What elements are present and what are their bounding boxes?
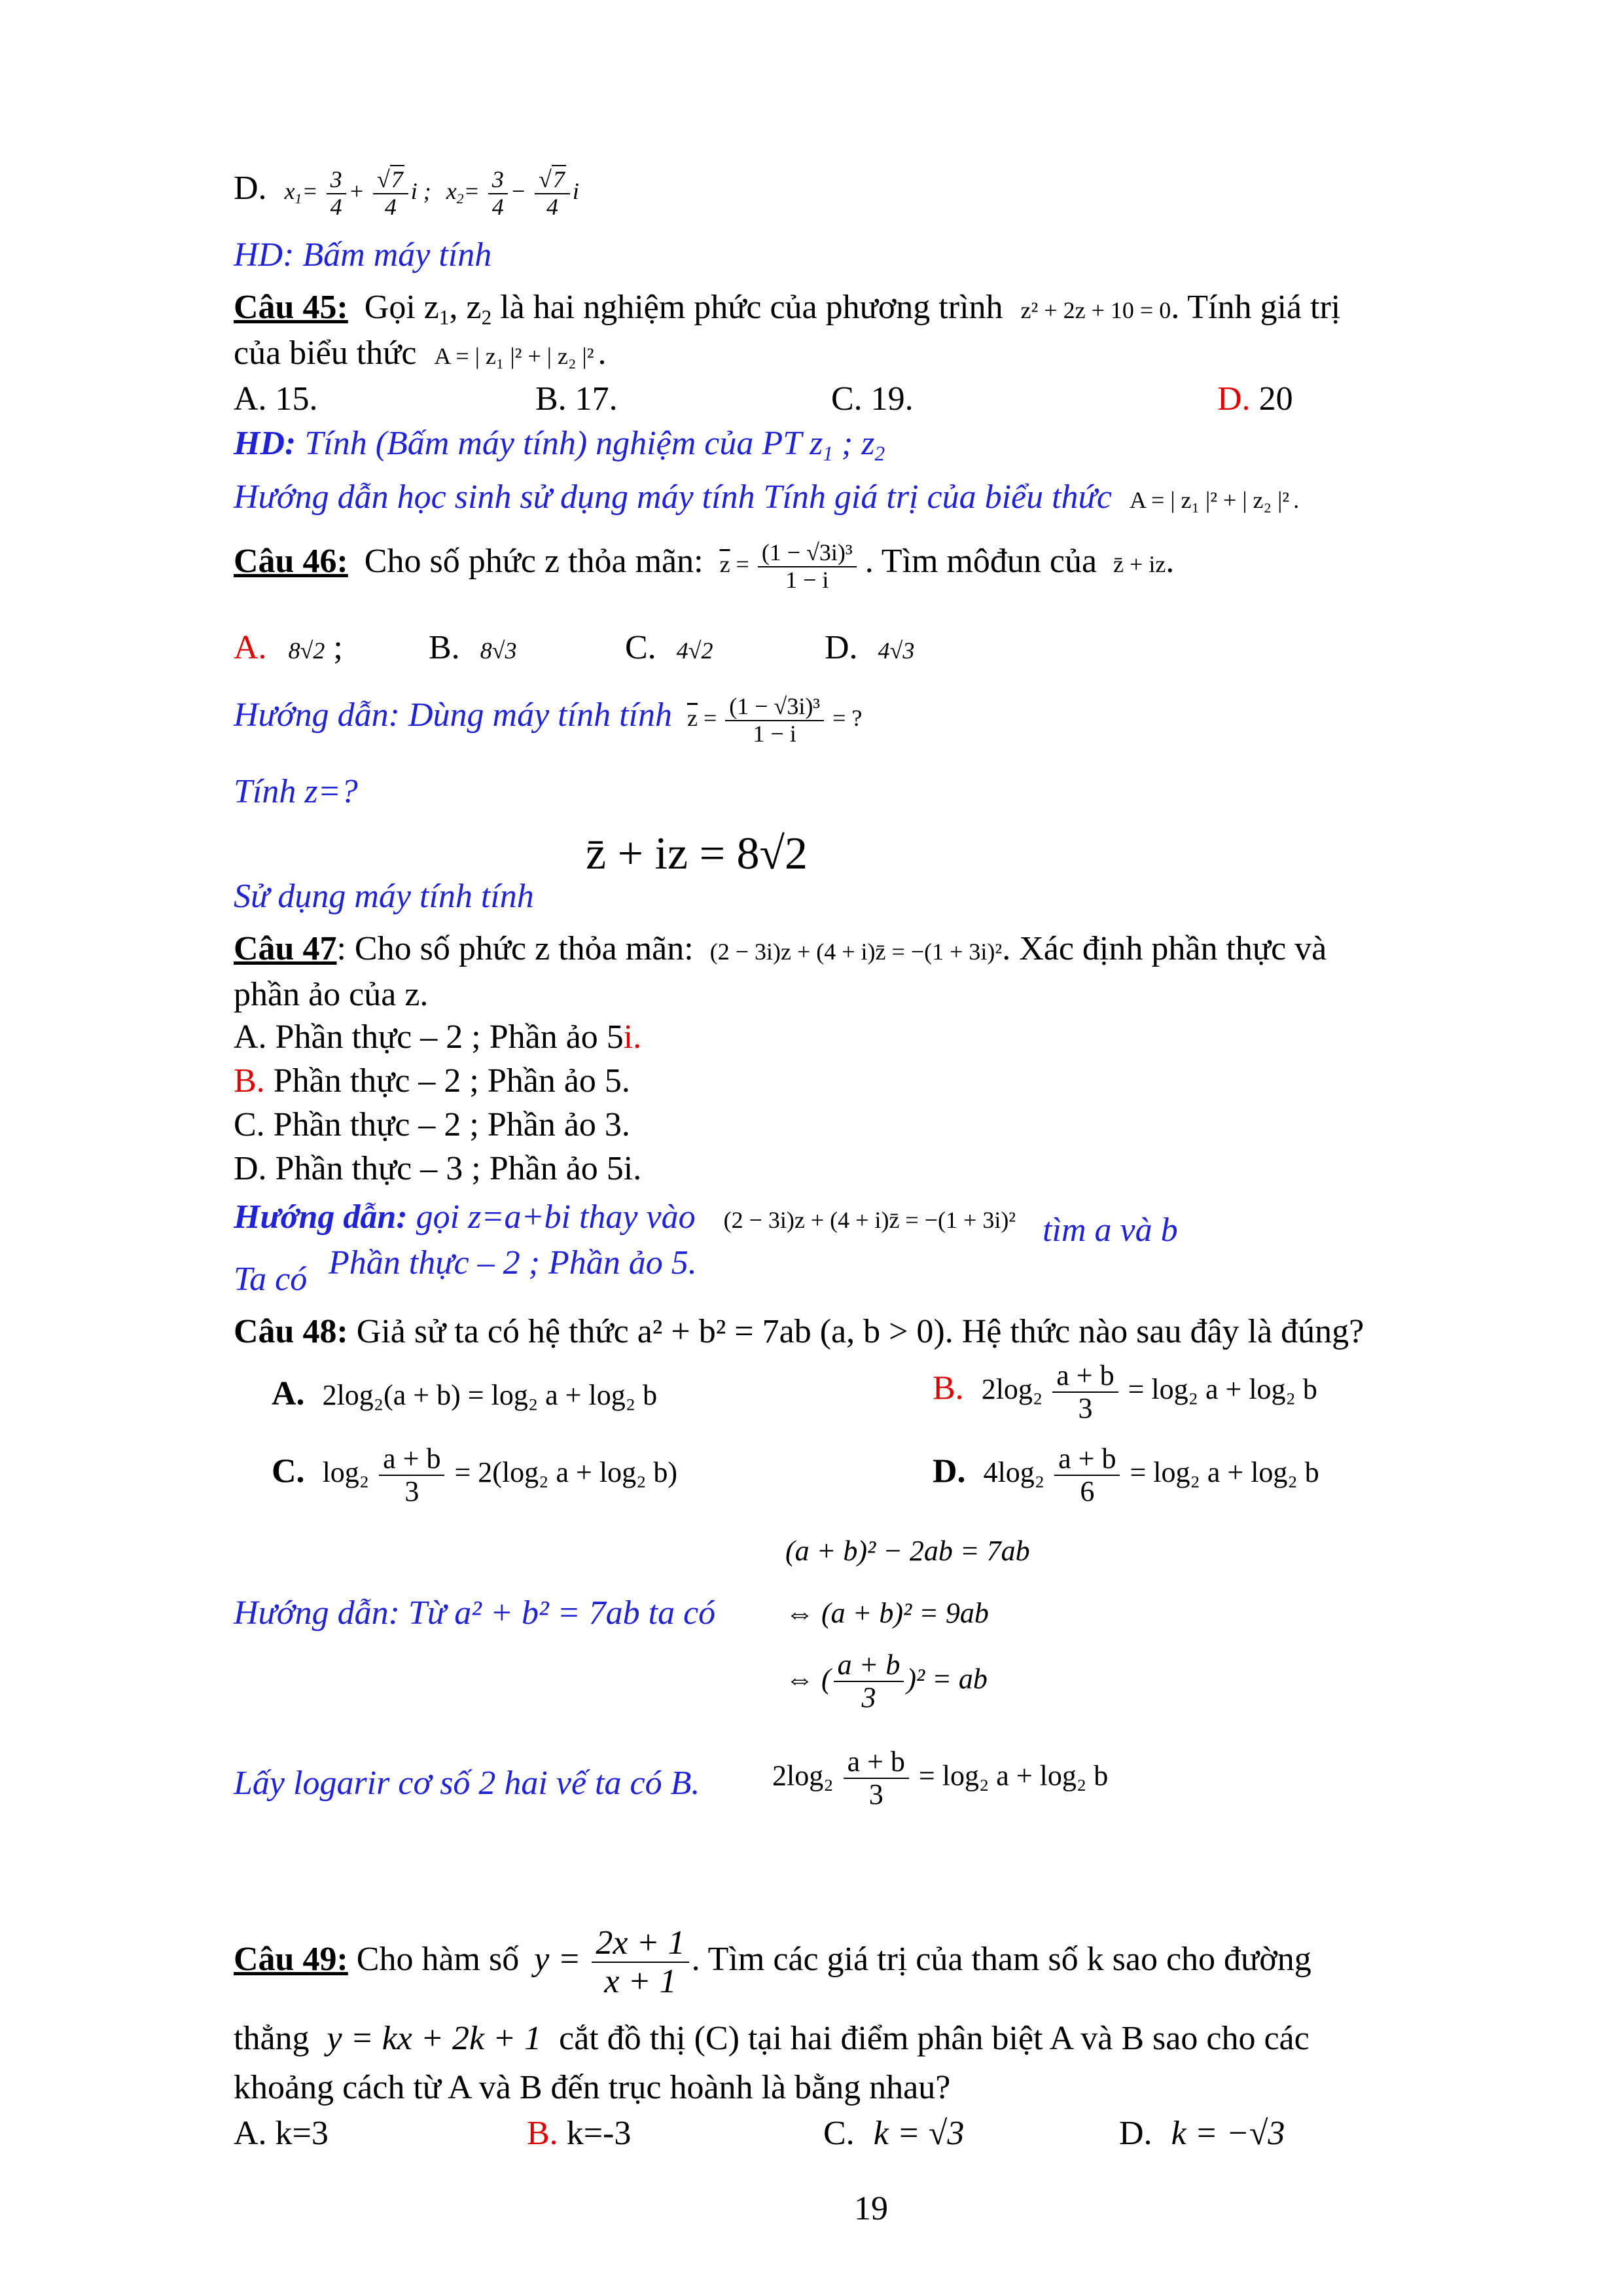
sqrt-value: 7 xyxy=(391,166,403,192)
frac-num: 2x + 1 xyxy=(592,1924,688,1963)
stem-text: thẳng xyxy=(234,2020,310,2057)
q48-log-formula xyxy=(772,1746,1108,1811)
question-label: Câu 48: xyxy=(234,1313,348,1350)
q47-ta-co: Ta có xyxy=(234,1261,308,1298)
answer-label: B. xyxy=(234,1062,265,1100)
guide-question: = ? xyxy=(832,704,863,731)
frac-den: x + 1 xyxy=(604,1963,677,2001)
frac-num: a + b xyxy=(1052,1360,1118,1393)
option-text: k=-3 xyxy=(558,2115,632,2152)
q47-option-b xyxy=(234,1062,630,1101)
q46-option-b xyxy=(429,628,516,668)
stem-text: . Tìm môđun của xyxy=(865,542,1097,580)
option-formula xyxy=(981,1359,1317,1425)
option-value: 4√2 xyxy=(676,637,713,664)
q46-result: z̄ + iz = 8√2 xyxy=(586,829,808,879)
frac-num: a + b xyxy=(844,1746,909,1779)
q49-option-d xyxy=(1119,2114,1285,2153)
q48-log-guide: Lấy logarir cơ số 2 hai vế ta có B. xyxy=(234,1765,700,1802)
stem-text: là hai nghiệm phức của phương trình xyxy=(491,289,1003,326)
page-number: 19 xyxy=(854,2190,888,2227)
stem-text: , z xyxy=(449,289,482,326)
frac-den: 3 xyxy=(1078,1392,1093,1425)
fraction xyxy=(725,694,824,747)
stem-text: Cho hàm số xyxy=(348,1941,520,1979)
guide-formula: $\overline{z}$ = $\frac{\text{(1 − √3i)³}}{1 - i}$ = ? xyxy=(687,693,863,747)
option-formula xyxy=(322,1443,678,1508)
frac-den: 4 xyxy=(546,193,558,220)
q49-option-a: A. k=3 xyxy=(234,2115,329,2152)
frac-den: 4 xyxy=(491,193,504,220)
x1-sub: 1 xyxy=(294,190,302,207)
q47-stem-line2: phần ảo của z. xyxy=(234,976,429,1013)
option-formula: 2log₂(a + b) = log₂ a + log₂ b xyxy=(322,1379,658,1411)
guide-text: Hướng dẫn: Dùng máy tính tính xyxy=(234,696,672,734)
formula-pre: 2log₂ xyxy=(772,1759,834,1792)
frac-num: (1 − √3i)³ xyxy=(758,540,857,567)
z-conjugate: $\overline{z}$ xyxy=(719,550,730,577)
option-value: k = √3 xyxy=(873,2115,965,2152)
q48-guide: Hướng dẫn: Từ a² + b² = 7ab ta có xyxy=(234,1594,716,1632)
hint-label: HD: xyxy=(234,425,296,462)
q45-option-b: B. 17. xyxy=(535,380,618,418)
q45-option-a: A. 15. xyxy=(234,380,318,418)
q46-option-d xyxy=(825,628,914,668)
q48-option-c xyxy=(272,1443,677,1508)
stem-text: Cho số phức z thỏa mãn: xyxy=(364,542,704,580)
frac-den: 4 xyxy=(330,193,342,220)
x2-frac-real xyxy=(488,167,508,220)
imag-unit: i xyxy=(410,177,418,204)
q47-stem-line1 xyxy=(234,929,1327,969)
stem-text: cắt đồ thị (C) tại hai điểm phân biệt A và B sao cho các xyxy=(559,2020,1310,2057)
x1-var: x xyxy=(284,177,295,204)
option-text: A. Phần thực – 2 ; Phần ảo 5 xyxy=(234,1018,624,1056)
frac-num: a + b xyxy=(834,1649,904,1682)
x1-formula: $x_1=$ $\frac{3}{4}$ + $\frac{√7}{4}$ i xyxy=(284,166,418,220)
question-label: Câu 46: xyxy=(234,542,348,580)
hint-text: gọi z=a+bi thay vào xyxy=(407,1198,696,1236)
option-value: k = −√3 xyxy=(1171,2115,1285,2152)
option-value: 4√3 xyxy=(878,637,915,664)
question-label: Câu 45: xyxy=(234,289,348,326)
q47-option-c: C. Phần thực – 2 ; Phần ảo 3. xyxy=(234,1106,630,1143)
subscript: 2 xyxy=(481,306,492,329)
option-text: Phần thực – 2 ; Phần ảo 5. xyxy=(264,1062,630,1100)
option-tail: i. xyxy=(623,1018,642,1056)
formula-post: = log₂ a + log₂ b xyxy=(1130,1456,1319,1489)
stem-text: . Xác định phần thực và xyxy=(1002,930,1327,967)
q48-stem xyxy=(234,1312,1364,1352)
q48-option-b xyxy=(933,1360,1317,1425)
q49-stem-line2 xyxy=(234,2019,1310,2058)
hint-text: ; z xyxy=(832,425,875,462)
formula-pre: log₂ xyxy=(322,1456,370,1489)
stem-text: của biểu thức xyxy=(234,334,417,372)
stem-text: . Tìm các giá trị của tham số k sao cho đường xyxy=(691,1941,1311,1979)
frac-den: 6 xyxy=(1080,1475,1095,1508)
q46-use-calc: Sử dụng máy tính tính xyxy=(234,878,534,915)
stem-text: Gọi z xyxy=(364,289,439,326)
q47-hint xyxy=(234,1198,1178,1249)
x2-var: x xyxy=(446,177,457,204)
q45-stem-line1 xyxy=(234,288,1340,329)
option-label: A. xyxy=(272,1375,305,1412)
expression: A = | z₁ |² + | z₂ |² xyxy=(434,343,594,369)
formula-pre: 4log₂ xyxy=(983,1456,1045,1489)
q47-answer: Phần thực – 2 ; Phần ảo 5. xyxy=(329,1244,697,1282)
fraction xyxy=(1054,1443,1120,1508)
option-value: 8√3 xyxy=(480,637,517,664)
sqrt-value: 7 xyxy=(552,166,565,192)
option-label: D. xyxy=(933,1452,966,1490)
y-equals: y = xyxy=(534,1941,581,1979)
option-formula xyxy=(983,1443,1319,1508)
z-conjugate: $\overline{z}$ xyxy=(687,704,698,731)
fraction xyxy=(592,1924,688,2000)
separator: ; xyxy=(423,177,431,204)
stem-text: . xyxy=(597,334,607,372)
x2-frac-imag: $\frac{√7}{4}$ xyxy=(535,167,570,220)
imag-unit: i xyxy=(572,177,579,204)
stem-text: . Tính giá trị xyxy=(1171,289,1341,326)
q48-step3 xyxy=(785,1649,988,1714)
option-label: C. xyxy=(823,2115,855,2152)
fraction xyxy=(379,1443,444,1508)
hint-text: tìm a và b xyxy=(1043,1211,1178,1249)
line-equation: y = kx + 2k + 1 xyxy=(327,2020,542,2057)
q49-stem-line1 xyxy=(234,1924,1311,2000)
subscript: 1 xyxy=(438,306,450,329)
q45-option-c: C. 19. xyxy=(831,380,914,418)
q44-hint: HD: Bấm máy tính xyxy=(234,236,492,274)
option-label: D. xyxy=(825,629,858,666)
answer-label: B. xyxy=(527,2115,558,2152)
q46-guide xyxy=(234,694,862,747)
hint-label: Hướng dẫn: xyxy=(234,1198,408,1236)
q45-option-d xyxy=(1217,380,1293,419)
frac-num: 3 xyxy=(488,167,508,194)
q45-hint: HD: Tính (Bấm máy tính) nghiệm của PT $z_1$ ; $z_2$ xyxy=(234,425,885,465)
step-pre: ⇔ ( xyxy=(785,1662,831,1695)
q49-stem-line3: khoảng cách từ A và B đến trục hoành là bằng nhau? xyxy=(234,2069,951,2106)
equation: (2 − 3i)z + (4 + i)z̄ = −(1 + 3i)² xyxy=(709,939,1003,965)
q47-option-d: D. Phần thực – 3 ; Phần ảo 5i. xyxy=(234,1150,642,1187)
guide-text: . xyxy=(1293,487,1300,513)
answer-label: A. xyxy=(234,629,267,666)
option-value: 20 xyxy=(1250,380,1293,418)
fraction xyxy=(1052,1360,1118,1425)
formula-post: = log₂ a + log₂ b xyxy=(1128,1373,1317,1406)
q44-option-d xyxy=(234,167,579,220)
option-label: D. xyxy=(234,169,267,207)
formula-post: = log₂ a + log₂ b xyxy=(918,1759,1109,1792)
formula-post: = 2(log₂ a + log₂ b) xyxy=(454,1456,678,1489)
stem-text: Giả sử ta có hệ thức a² + b² = 7ab (a, b > 0). Hệ thức nào sau đây là đúng? xyxy=(348,1313,1364,1350)
q47-option-a xyxy=(234,1018,641,1057)
stem-text: . xyxy=(1166,542,1175,580)
option-label: C. xyxy=(272,1452,305,1490)
fraction xyxy=(844,1746,909,1811)
x2-formula: $x_2=$ $\frac{3}{4}$ − $\frac{√7}{4}$ i xyxy=(446,166,579,220)
fraction xyxy=(834,1649,904,1714)
answer-label: B. xyxy=(933,1369,964,1407)
q45-guide xyxy=(234,478,1299,517)
option-label: B. xyxy=(429,629,460,666)
z-definition: $\overline{z}$ = $\frac{\text{(1 − √3i)³}}{1 - i}$ xyxy=(720,551,865,577)
frac-den: 1 − i xyxy=(753,720,796,747)
guide-text: Hướng dẫn học sinh sử dụng máy tính Tính giá trị của biểu thức xyxy=(234,478,1112,516)
frac-den: 4 xyxy=(384,193,397,220)
x1-frac-real xyxy=(327,167,346,220)
frac-num: 3 xyxy=(327,167,346,194)
hint-text: Tính (Bấm máy tính) nghiệm của PT z xyxy=(296,425,823,462)
q46-tinh-z: Tính z=? xyxy=(234,773,358,810)
step-post: )² = ab xyxy=(906,1662,988,1695)
q48-step2: ⇔ (a + b)² = 9ab xyxy=(785,1597,989,1629)
frac-den: 3 xyxy=(868,1778,883,1811)
q49-option-c xyxy=(823,2114,964,2153)
q46-options: A. 8√2 ; xyxy=(234,629,343,666)
q49-option-b xyxy=(527,2114,631,2153)
equation: z² + 2z + 10 = 0 xyxy=(1020,297,1171,323)
q46-stem xyxy=(234,540,1174,593)
frac-den: 3 xyxy=(861,1681,876,1714)
option-label: C. xyxy=(625,629,656,666)
x1-frac-imag: $\frac{√7}{4}$ xyxy=(373,167,408,220)
frac-num: (1 − √3i)³ xyxy=(725,694,824,721)
x2-sub: 2 xyxy=(456,190,464,207)
expression: A = | z₁ |² + | z₂ |² xyxy=(1130,487,1290,513)
frac-num: a + b xyxy=(1054,1443,1120,1476)
frac-den: 3 xyxy=(404,1475,419,1508)
question-label: Câu 49: xyxy=(234,1941,348,1979)
stem-text: : Cho số phức z thỏa mãn: xyxy=(336,930,694,967)
q46-option-c xyxy=(625,628,713,668)
frac-num: a + b xyxy=(379,1443,444,1476)
option-label: D. xyxy=(1119,2115,1152,2152)
expression: z̄ + iz xyxy=(1113,550,1166,577)
equation: (2 − 3i)z + (4 + i)z̄ = −(1 + 3i)² xyxy=(723,1207,1016,1233)
q48-step1: (a + b)² − 2ab = 7ab xyxy=(785,1535,1030,1567)
question-label: Câu 47 xyxy=(234,930,337,967)
frac-den: 1 − i xyxy=(785,566,829,593)
option-value: 8√2 xyxy=(288,637,325,664)
fraction xyxy=(758,540,857,593)
answer-label: D. xyxy=(1217,380,1251,418)
q45-stem-line2 xyxy=(234,334,607,373)
q48-option-d xyxy=(933,1443,1319,1508)
formula-pre: 2log₂ xyxy=(981,1373,1043,1406)
q48-option-a xyxy=(272,1374,657,1414)
